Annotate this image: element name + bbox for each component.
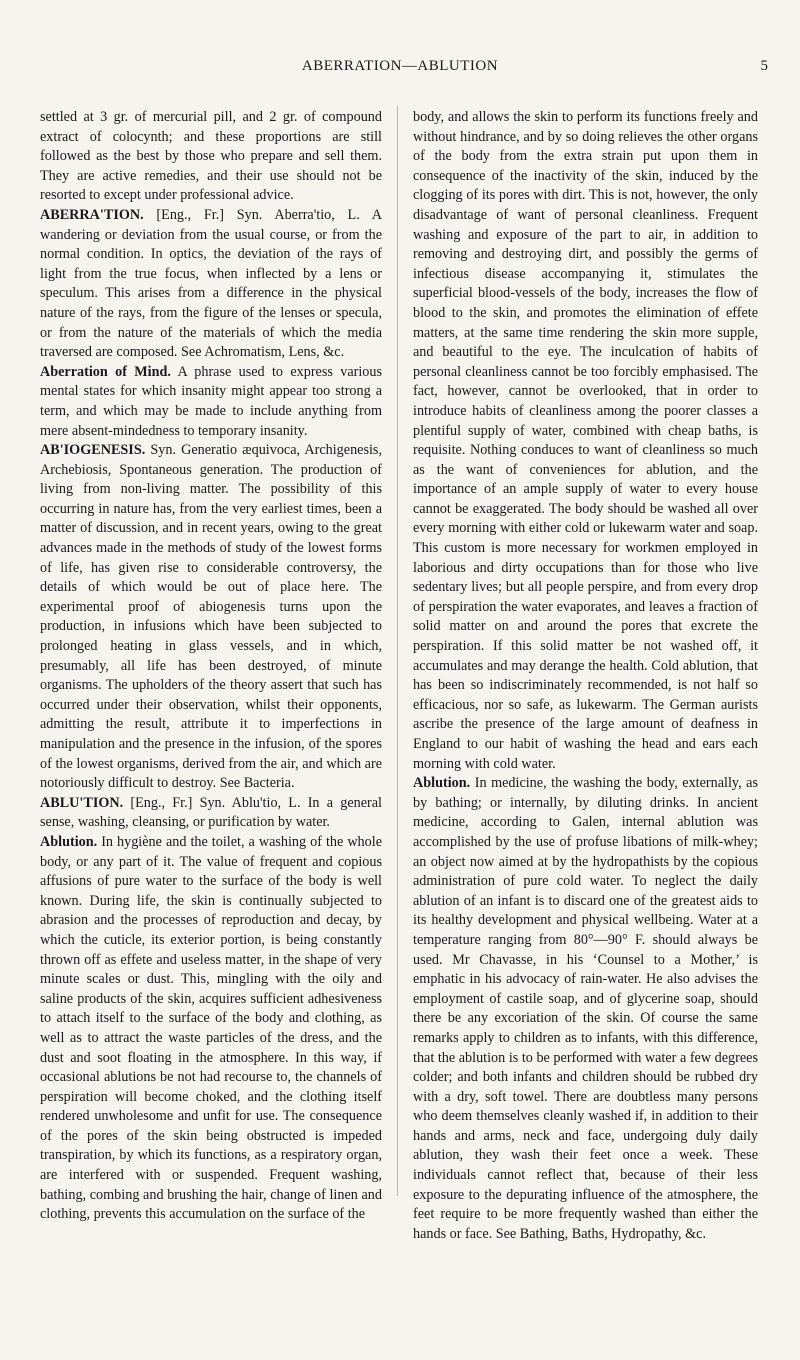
entry-aberration-of-mind: Aberration of Mind. A phrase used to express various mental states for which insanity might appear too strong a term, and which may be made to include anything from mere absent-mindedness to temporary insanity.: [40, 363, 382, 439]
entry-ablution: ABLU'TION. [Eng., Fr.] Syn. Ablu'tio, L. In a general sense, washing, cleansing, or purification by water.: [40, 794, 382, 831]
entry-ablution-hygiene: Ablution. In hygiène and the toilet, a washing of the whole body, or any part of it. The value of frequent and copious affusions of pure water to the surface of the body is well known. During life, the skin is continually subjected to abrasion and the processes of reproduction and decay, by which the cuticle, its exterior portion, is being constantly thrown off as effete and useless matter, in the shape of very minute scales or dust. This, mingling with the oily and saline products of the skin, acquires sufficient adhesiveness to attach itself to the surface of the body and clothing, as well as to attract the waste particles of the dress, and the dust and soot floating in the atmosphere. In this way, if occasional ablutions be not had recourse to, the channels of perspiration will become choked, and the clothing itself rendered unwholesome and unfit for use. The consequence of the pores of the skin being obstructed is impeded transpiration, by which its functions, as a respiratory organ, are interfered with or suspended. Frequent washing, bathing, combing and brushing the hair, change of linen and clothing, prevents this accumulation on the surface of the: [40, 833, 382, 1223]
left-column: [40, 108, 382, 1225]
entry-ablution-medicine: Ablution. In medicine, the washing the body, externally, as by bathing; or internally, by diluting drinks. In ancient medicine, according to Galen, internal ablution was accomplished by the use of profuse libations of milk-whey; an object now aimed at by the hydropathists by the copious administration of pure cold water. To neglect the daily ablution of an infant is to discard one of the greatest aids to its healthy development and physical wellbeing. Water at a temperature ranging from 80°—90° F. should always be used. Mr Chavasse, in his ‘Counsel to a Mother,’ is emphatic in his advocacy of rain-water. He also advises the employment of castile soap, and of glycerine soap, should there be any excoriation of the skin. Of course the same remarks apply to children as to infants, with this difference, that the ablution is to be performed with water a few degrees colder; and both infants and children should be rubbed dry with a dry, soft towel. There are doubtless many persons who deem themselves cleanly washed if, in addition to their hands and arms, neck and face, undergoing duly daily ablution, they wash their feet once a week. These individuals cannot reflect that, because of their less exposure to the depurating influence of the atmosphere, the feet require to be more frequently washed than either the hands or face. See Bathing, Baths, Hydropathy, &c.: [413, 775, 758, 1242]
running-head: ABERRATION—ABLUTION: [301, 58, 499, 74]
entry-abiogenesis: AB'IOGENESIS. Syn. Generatio æquivoca, Archigenesis, Archebiosis, Spontaneous generation. The production of living from non-living matter. The possibility of this occurring in nature has, from the very earliest times, been a matter of discussion, and in recent years, owing to the great advances made in the methods of study of the lowest forms of life, has given rise to considerable controversy, the details of which would be out of place here. The experimental proof of abiogenesis turns upon the production, in infusions which have been subjected to prolonged heating in glass vessels, and in which, presumably, all life has been destroyed, of minute organisms. The upholders of the theory assert that such has occurred under their observation, whilst their opponents, admitting the result, attribute it to imperfections in manipulation and the presence in the infusion, of the spores of the lowest organisms, derived from the air, and which are notoriously difficult to destroy. See Bacteria.: [40, 442, 382, 792]
page-number: 5: [760, 58, 768, 74]
paragraph-colocynth: settled at 3 gr. of mercurial pill, and 2 gr. of compound extract of colocynth; and these proportions are still followed as the best by those who prepare and sell them. They are active remedies, and their use should not be resorted to except under professional advice.: [40, 109, 382, 204]
right-column: [413, 108, 758, 1244]
column-divider: [397, 106, 398, 1196]
entry-aberration: ABERRA'TION. [Eng., Fr.] Syn. Aberra'tio, L. A wandering or deviation from the usual course, or from the normal condition. In optics, the deviation of the rays of light from the true focus, when inflected by a lens or speculum. This arises from a difference in the physical nature of the rays, from the figure of the lenses or specula, or from the nature of the materials of which the media traversed are composed. See Achromatism, Lens, &c.: [40, 206, 382, 361]
paragraph-ablution-continued: body, and allows the skin to perform its functions freely and without hindrance, and by so doing relieves the other organs of the body from the extra strain put upon them in consequence of the inactivity of the skin, induced by the clogging of its pores with dirt. This is not, however, the only disadvantage of want of personal cleanliness. Frequent washing and exposure of the part to air, in addition to removing and destroying dirt, and possibly the germs of infectious disease accompanying it, stimulates the superficial blood-vessels of the body, increases the flow of blood to the skin, and promotes the elimination of effete matters, at the same time rendering the skin more supple, and beautiful to the eye. The inculcation of habits of personal cleanliness cannot be too forcibly emphasised. The fact, however, cannot be overlooked, that in order to introduce habits of cleanliness among the poorer classes a plentiful supply of water, combined with cheap baths, is requisite. Nothing conduces to want of cleanliness so much as the want of conveniences for ablution, and the importance of an ample supply of water to every house cannot be exaggerated. The body should be washed all over every morning with either cold or lukewarm water and soap. This custom is more necessary for workmen employed in laborious and dirty occupations than for those who live sedentary lives; but all people perspire, and from every drop of perspiration the water evaporates, and leaves a fraction of solid matter on and around the pores that excrete the perspiration. If this solid matter be not washed off, it accumulates and may derange the health. Cold ablution, that has been so indiscriminately recommended, is not half so efficacious, nor so safe, as lukewarm. The German aurists ascribe the presence of the large amount of deafness in England to our habit of washing the head and ears each morning with cold water.: [413, 109, 758, 772]
